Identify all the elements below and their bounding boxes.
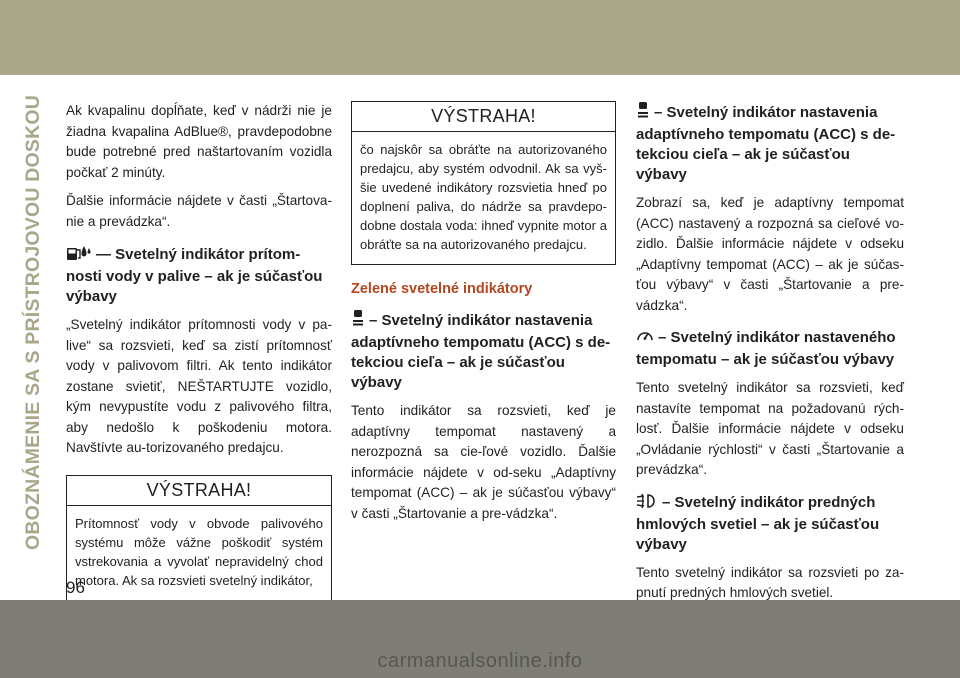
heading-green-indicators: Zelené svetelné indikátory bbox=[351, 281, 533, 297]
chapter-side-title: OBOZNÁMENIE SA S PRÍSTROJOVOU DOSKOU bbox=[22, 94, 44, 550]
acc-target-icon bbox=[636, 101, 650, 125]
column-1 bbox=[66, 101, 332, 600]
paragraph-acc-target: Zobrazí sa, keď je adaptívny tempomat (ACC) nastavený a rozpozná sa cieľové vo-zidlo. Ďalšie informácie nájdete v odseku „Adaptívny tempomat (ACC) – ak je súčas-ťou výbavy“ v časti „Štartovanie a pre-vádzka“. bbox=[636, 195, 904, 313]
heading-cruise-set bbox=[636, 328, 904, 370]
column-3 bbox=[636, 101, 904, 604]
warning-box-2 bbox=[351, 101, 616, 265]
warning-box-1 bbox=[66, 475, 332, 600]
warning-title: VÝSTRAHA! bbox=[67, 476, 331, 506]
warning-text: Prítomnosť vody v obvode palivového systému môže vážne poškodiť systém vstrekovania a vyvolať nepravidelný chod motora. Ak sa rozsvieti svetelný indikátor, bbox=[75, 515, 323, 588]
paragraph-acc-no-target: Tento indikátor sa rozsvieti, keď je adaptívny tempomat nastavený a nerozpozná sa cie-ľové vozidlo. Ďalšie informácie nájdete v od-seku „Adaptívny tempomat (ACC) – ak je súčasťou výbavy“ v časti „Štartovanie a pre-vádzka“. bbox=[351, 403, 616, 521]
heading-acc-target bbox=[636, 101, 904, 185]
paragraph-more-info: Ďalšie informácie nájdete v časti „Štartova-nie a prevádzka“. bbox=[66, 193, 332, 229]
front-fog-icon bbox=[636, 493, 658, 515]
page-number: 96 bbox=[66, 578, 85, 597]
acc-no-target-icon bbox=[351, 309, 365, 333]
heading-front-fog bbox=[636, 493, 904, 555]
heading-water-in-fuel bbox=[66, 244, 332, 307]
paragraph-cruise-set: Tento svetelný indikátor sa rozsvieti, keď nastavíte tempomat na požadovanú rých-losť. Ďalšie informácie nájdete v odseku „Ovládanie rýchlosti“ v časti „Štartovanie a prevádzka“. bbox=[636, 380, 904, 477]
paragraph-adblue: Ak kvapalinu dopĺňate, keď v nádrži nie je žiadna kvapalina AdBlue®, pravdepodobne bude potrebné pred naštartovaním vozidla počkať 2 minúty. bbox=[66, 103, 332, 180]
paragraph-front-fog: Tento svetelný indikátor sa rozsvieti po za-pnutí predných hmlových svetiel. bbox=[636, 564, 904, 600]
paragraph-water-in-fuel: „Svetelný indikátor prítomnosti vody v pa-live“ sa rozsvieti, keď sa zistí prítomnosť vody v palivovom filtri. Ak tento indikátor zostane svietiť, NEŠTARTUJTE vozidlo, kým nevypustíte vodu z palivového filtra, aby nedošlo k poškodeniu motora. Navštívte au-torizovaného predajcu. bbox=[66, 317, 332, 455]
heading-acc-target-text: – Svetelný indikátor nastavenia adaptívneho tempomatu (ACC) s de-tekciou cieľa – ak je súčasťou výbavy bbox=[636, 104, 896, 183]
column-2 bbox=[351, 101, 616, 524]
watermark[interactable]: carmanualsonline.info bbox=[377, 650, 583, 672]
heading-water-in-fuel-text: — Svetelný indikátor prítom-nosti vody v palive – ak je súčasťou výbavy bbox=[66, 246, 323, 305]
cruise-set-icon bbox=[636, 328, 654, 350]
warning-text: čo najskôr sa obráťte na autorizovaného predajcu, aby systém odvodnil. Ak sa vyš-šie uvedené indikátory rozsvietia hneď po doplnení paliva, do nádrže sa pravdepo-dobne dostala voda: ihneď vypnite motor a obráťte sa na autorizovaného predajcu. bbox=[360, 142, 607, 252]
heading-acc-no-target bbox=[351, 309, 616, 393]
heading-cruise-set-text: – Svetelný indikátor nastaveného tempomatu – ak je súčasťou výbavy bbox=[636, 329, 896, 368]
warning-title: VÝSTRAHA! bbox=[352, 102, 615, 132]
heading-acc-no-target-text: – Svetelný indikátor nastavenia adaptívneho tempomatu (ACC) s de-tekciou cieľa – ak je súčasťou výbavy bbox=[351, 312, 611, 391]
water-in-fuel-icon bbox=[66, 244, 92, 267]
header-band bbox=[0, 0, 960, 75]
heading-front-fog-text: – Svetelný indikátor predných hmlových svetiel – ak je súčasťou výbavy bbox=[636, 493, 880, 553]
